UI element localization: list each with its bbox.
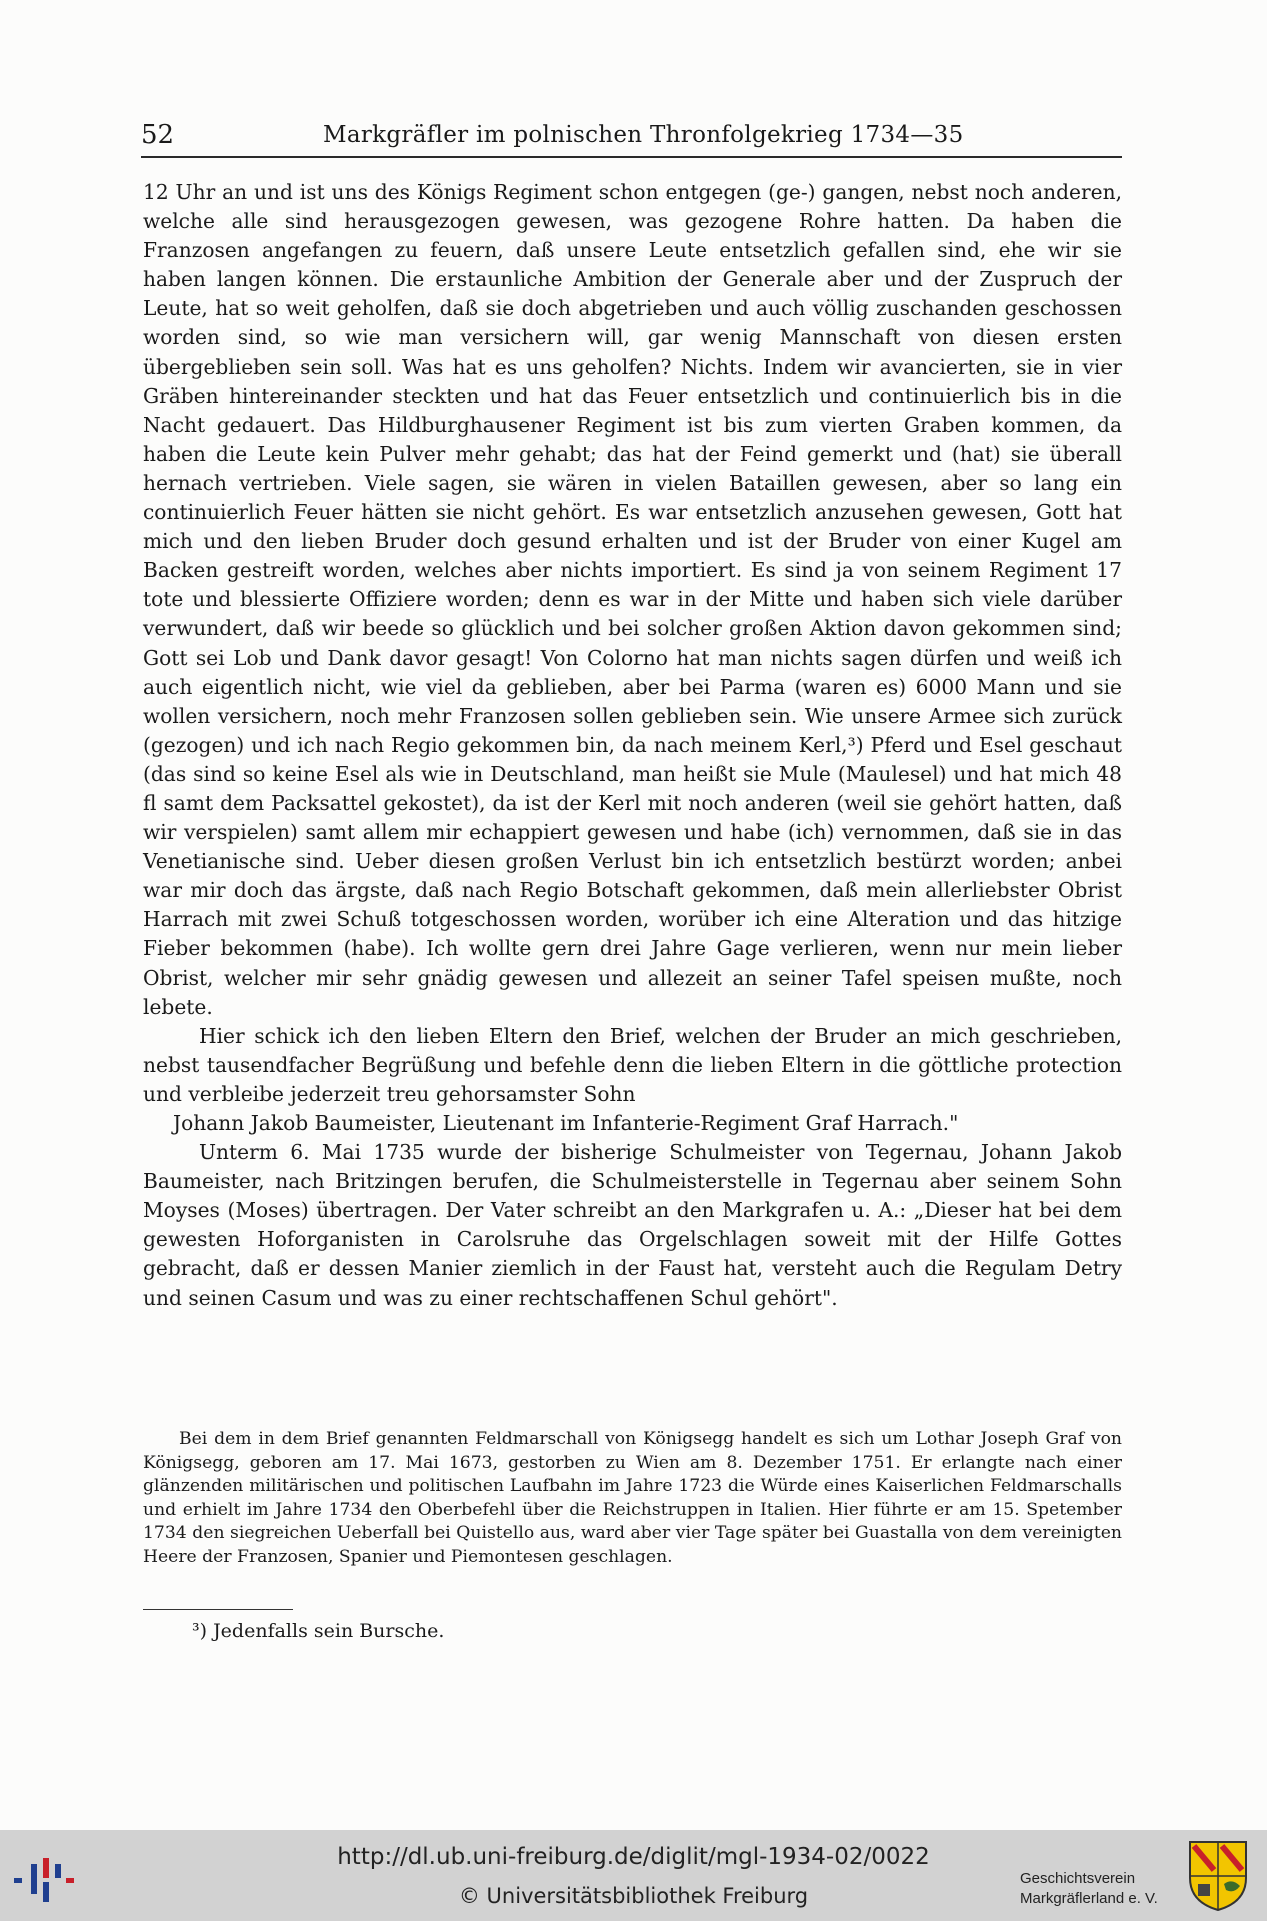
paragraph-schoolmaster: Unterm 6. Mai 1735 wurde der bisherige Schulmeister von Tegernau, Johann Jakob Baumeister, nach Britzingen berufen, die Schulmeisterstelle in Tegernau aber seinem Sohn Moyses (Moses) übertragen. Der Vater schreibt an den Markgrafen u. A.: „Dieser hat bei dem gewesten Hoforganisten in Carolsruhe das Orgelschlagen soweit mit der Hilfe Gottes gebracht, daß er dessen Manier ziemlich in der Faust hat, versteht auch die Regulam Detry und seinen Casum und was zu einer rechtschaffenen Schul gehört". bbox=[143, 1140, 1122, 1310]
page-header bbox=[141, 116, 1122, 158]
copyright-notice: © Universitätsbibliothek Freiburg bbox=[458, 1884, 809, 1908]
org-name-line2: Markgräflerland e. V. bbox=[1020, 1890, 1158, 1907]
letter-signature: Johann Jakob Baumeister, Lieutenant im Infanterie-Regiment Graf Harrach." bbox=[173, 1111, 959, 1135]
viewer-footer bbox=[0, 1830, 1267, 1921]
footnote: ³) Jedenfalls sein Bursche. bbox=[192, 1620, 445, 1642]
footnote-divider bbox=[143, 1609, 293, 1610]
paragraph-letter-closing: Hier schick ich den lieben Eltern den Brief, welchen der Bruder an mich geschrieben, nebst tausendfacher Begrüßung und befehle denn die lieben Eltern in die göttliche protection und verbleibe jederzeit treu gehorsamster Sohn bbox=[143, 1023, 1122, 1106]
page-number: 52 bbox=[141, 120, 175, 150]
running-title: Markgräfler im polnischen Thronfolgekrieg 1734—35 bbox=[323, 122, 964, 148]
editor-note: Bei dem in dem Brief genannten Feldmarschall von Königsegg handelt es sich um Lothar Joseph Graf von Königsegg, geboren am 17. Mai 1673, gestorben zu Wien am 8. Dezember 1751. Er erlangte nach einer glänzenden militärischen und politischen Laufbahn im Jahre 1723 die Würde eines Kaiserlichen Feldmarschalls und erhielt im Jahre 1734 den Oberbefehl über die Reichstruppen in Italien. Hier führte er am 15. Spetember 1734 den siegreichen Ueberfall bei Quistello aus, ward aber vier Tage später bei Guastalla von dem vereinigten Heere der Franzosen, Spanier und Piemontesen geschlagen. bbox=[143, 1429, 1122, 1567]
paragraph-letter-continued: 12 Uhr an und ist uns des Königs Regiment schon entgegen (ge-) gangen, nebst noch anderen, welche alle sind herausgezogen gewesen, was gezogene Rohre hatten. Da haben die Franzosen angefangen zu feuern, daß unsere Leute entsetzlich gefallen sind, ehe wir sie haben langen können. Die erstaunliche Ambition der Generale aber und der Zuspruch der Leute, hat so weit geholfen, daß sie doch abgetrieben und auch völlig zuschanden geschossen worden sind, so wie man versichern will, gar wenig Mannschaft von diesen ersten übergeblieben sein soll. Was hat es uns geholfen? Nichts. Indem wir avancierten, sie in vier Gräben hintereinander steckten und hat das Feuer entsetzlich und continuierlich bis in die Nacht gedauert. Das Hildburghausener Regiment ist bis zum vierten Graben kommen, da haben die Leute kein Pulver mehr gehabt; das hat der Feind gemerkt und (hat) sie überall hernach vertrieben. Viele sagen, sie wären in vielen Bataillen gewesen, aber so lang ein continuierlich Feuer hätten sie nicht gehört. Es war entsetzlich anzusehen gewesen, Gott hat mich und den lieben Bruder doch gesund erhalten und ist der Bruder von einer Kugel am Backen gestreift worden, welches aber nichts importiert. Es sind ja von seinem Regiment 17 tote und blessierte Offiziere worden; denn es war in der Mitte und haben sich viele darüber verwundert, daß wir beede so glücklich und bei solcher großen Aktion davon gekommen sind; Gott sei Lob und Dank davor gesagt! Von Colorno hat man nichts sagen dürfen und weiß ich auch eigentlich nicht, wie viel da geblieben, aber bei Parma (waren es) 6000 Mann und sie wollen versichern, noch mehr Franzosen sollen geblieben sein. Wie unsere Armee sich zurück (gezogen) und ich nach Regio gekommen bin, da nach meinem Kerl,³) Pferd und Esel geschaut (das sind so keine Esel als wie in Deutschland, man heißt sie Mule (Maulesel) und hat mich 48 fl samt dem Packsattel gekostet), da ist der Kerl mit noch anderen (weil sie gehört hatten, daß wir verspielen) samt allem mir echappiert gewesen und habe (ich) vernommen, daß sie in das Venetianische sind. Ueber diesen großen Verlust bin ich entsetzlich bestürzt worden; anbei war mir doch das ärgste, daß nach Regio Botschaft gekommen, daß mein allerliebster Obrist Harrach mit zwei Schuß totgeschossen worden, worüber ich eine Alteration und das hitzige Fieber bekommen (habe). Ich wollte gern drei Jahre Gage verlieren, wenn nur mein lieber Obrist, welcher mir sehr gnädig gewesen und allezeit an seiner Tafel speisen mußte, noch lebete. bbox=[143, 180, 1122, 1019]
coat-of-arms-icon bbox=[1188, 1840, 1248, 1912]
document-url-link[interactable]: http://dl.ub.uni-freiburg.de/diglit/mgl-1934-02/0022 bbox=[337, 1844, 930, 1870]
main-text bbox=[143, 178, 1122, 1313]
org-name-line1: Geschichtsverein bbox=[1020, 1870, 1136, 1887]
